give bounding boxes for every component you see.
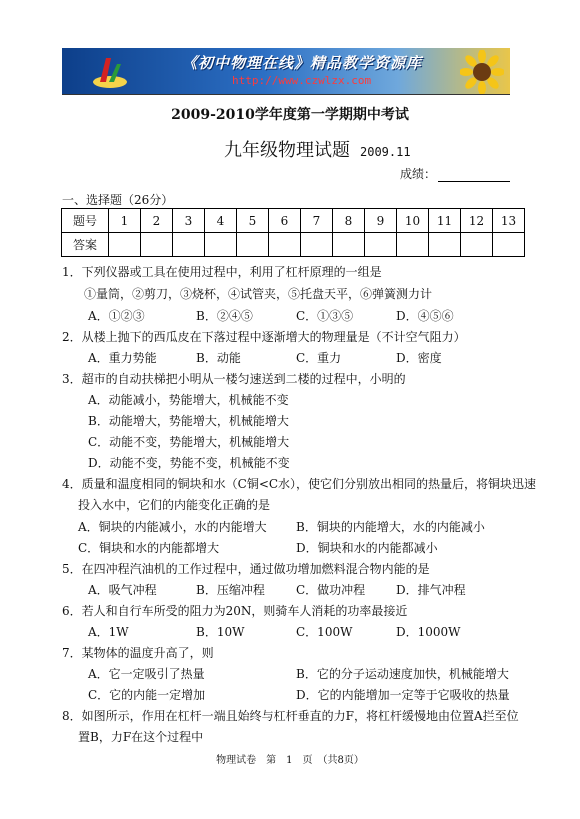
site-logo-icon: [90, 52, 130, 90]
score-field: [400, 165, 510, 182]
option-b: B．动能: [196, 351, 241, 365]
option-c: C．动能不变，势能增大，机械能增大: [88, 435, 290, 449]
answer-cell[interactable]: [301, 233, 333, 257]
question-number-cell: 2: [141, 209, 173, 233]
question-stem: 4．质量和温度相同的铜块和水（C铜<C水），使它们分别放出相同的热量后，将铜块迅速: [62, 477, 537, 491]
paper-title-text: 九年级物理试题: [224, 140, 350, 161]
answer-cell[interactable]: [269, 233, 301, 257]
option-b: B．压缩冲程: [196, 583, 265, 597]
option-a: A．吸气冲程: [88, 583, 157, 597]
option-a: A．它一定吸引了热量: [88, 667, 205, 681]
question-number-cell: 4: [205, 209, 237, 233]
question-stem: 3．超市的自动扶梯把小明从一楼匀速送到二楼的过程中，小明的: [62, 372, 406, 386]
option-b: B．动能增大，势能增大，机械能增大: [88, 414, 289, 428]
answer-cell[interactable]: [237, 233, 269, 257]
option-d: D．密度: [396, 351, 442, 365]
question-number-cell: 8: [333, 209, 365, 233]
question-stem: 1．下列仪器或工具在使用过程中，利用了杠杆原理的一组是: [62, 265, 382, 279]
question-number-cell: 10: [397, 209, 429, 233]
answer-cell[interactable]: [397, 233, 429, 257]
question-stem-continued: 置B，力F在这个过程中: [78, 730, 204, 744]
question-number-cell: 12: [461, 209, 493, 233]
question-number-cell: 13: [493, 209, 525, 233]
question-stem: 7．某物体的温度升高了，则: [62, 646, 214, 660]
option-d: D．它的内能增加一定等于它吸收的热量: [296, 688, 510, 702]
option-d: D．动能不变，势能不变，机械能不变: [88, 456, 290, 470]
option-a: A．1W: [88, 625, 129, 639]
option-a: A．重力势能: [88, 351, 157, 365]
option-c: C．铜块和水的内能都增大: [78, 541, 220, 555]
page-footer: 物理试卷 第 1 页 （共8页）: [216, 755, 364, 766]
option-d: D．排气冲程: [396, 583, 466, 597]
header-banner: [62, 48, 510, 95]
score-blank[interactable]: [438, 168, 510, 182]
question-number-cell: 1: [109, 209, 141, 233]
answer-cell[interactable]: [461, 233, 493, 257]
option-c: C．它的内能一定增加: [88, 688, 206, 702]
question-stem-continued: 投入水中，它们的内能变化正确的是: [78, 498, 271, 512]
answer-cell[interactable]: [173, 233, 205, 257]
question-items: ①量筒，②剪刀，③烧杯，④试管夹，⑤托盘天平，⑥弹簧测力计: [84, 287, 433, 301]
question-stem: 6．若人和自行车所受的阻力为20N，则骑车人消耗的功率最接近: [62, 604, 408, 618]
question-stem: 2．从楼上抛下的西瓜皮在下落过程中逐渐增大的物理量是（不计空气阻力）: [62, 330, 466, 344]
question-stem: 8．如图所示，作用在杠杆一端且始终与杠杆垂直的力F，将杠杆缓慢地由位置A拦至位: [62, 709, 519, 723]
table-row: [62, 209, 525, 233]
sunflower-icon: [460, 50, 504, 94]
paper-date: 2009.11: [360, 145, 411, 159]
table-row: [62, 233, 525, 257]
question-number-cell: 5: [237, 209, 269, 233]
option-c: C．重力: [296, 351, 342, 365]
answer-table: [61, 208, 525, 257]
exam-title: 2009-2010学年度第一学期期中考试: [171, 107, 409, 123]
option-b: B．铜块的内能增大，水的内能减小: [296, 520, 485, 534]
answer-cell[interactable]: [429, 233, 461, 257]
banner-url: http://www.czwlzx.com: [232, 74, 372, 87]
option-d: D．铜块和水的内能都减小: [296, 541, 438, 555]
option-b: B．②④⑤: [196, 309, 253, 323]
answer-cell[interactable]: [109, 233, 141, 257]
score-label: 成绩：: [400, 167, 437, 181]
answer-cell[interactable]: [333, 233, 365, 257]
answer-cell[interactable]: [365, 233, 397, 257]
question-stem: 5．在四冲程汽油机的工作过程中，通过做功增加燃料混合物内能的是: [62, 562, 430, 576]
option-d: D．1000W: [396, 625, 461, 639]
paper-title: [224, 136, 411, 162]
question-number-cell: 11: [429, 209, 461, 233]
question-number-cell: 3: [173, 209, 205, 233]
option-c: C．①③⑤: [296, 309, 354, 323]
answer-cell[interactable]: [205, 233, 237, 257]
option-d: D．④⑤⑥: [396, 309, 454, 323]
table-row-label: 题号: [62, 209, 109, 233]
answer-cell[interactable]: [493, 233, 525, 257]
question-number-cell: 7: [301, 209, 333, 233]
question-number-cell: 6: [269, 209, 301, 233]
option-a: A．铜块的内能减小，水的内能增大: [78, 520, 267, 534]
option-a: A．动能减小，势能增大，机械能不变: [88, 393, 289, 407]
option-c: C．100W: [296, 625, 353, 639]
answer-cell[interactable]: [141, 233, 173, 257]
option-b: B．它的分子运动速度加快，机械能增大: [296, 667, 509, 681]
option-a: A．①②③: [88, 309, 145, 323]
banner-title: 《初中物理在线》精品教学资源库: [182, 54, 423, 72]
question-number-cell: 9: [365, 209, 397, 233]
section-heading: 一、选择题（26分）: [62, 193, 174, 207]
table-row-label: 答案: [62, 233, 109, 257]
option-b: B．10W: [196, 625, 245, 639]
option-c: C．做功冲程: [296, 583, 366, 597]
